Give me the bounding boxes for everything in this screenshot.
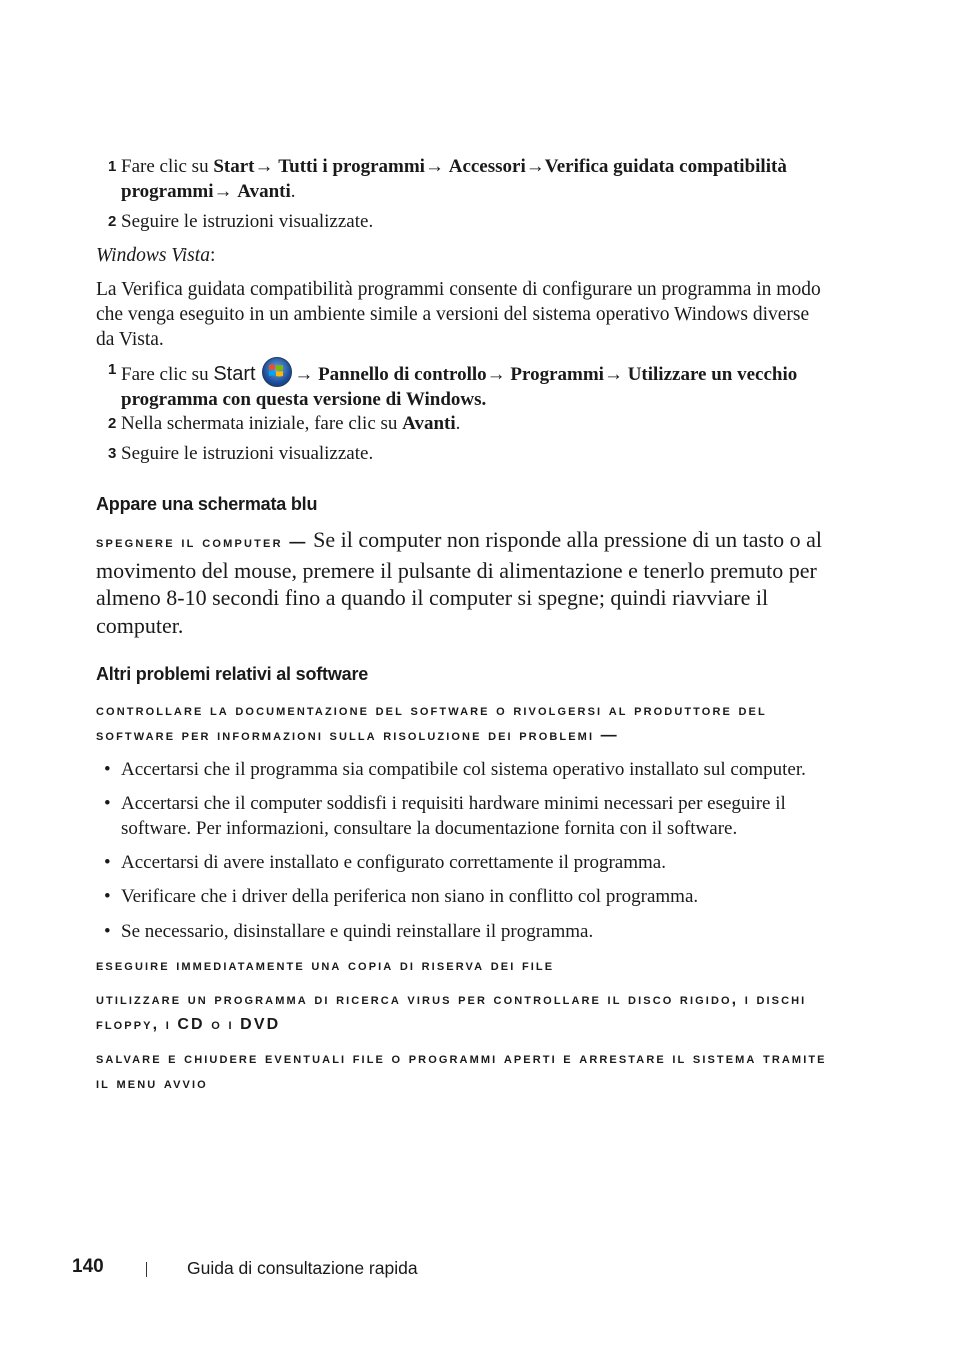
list-item [104, 850, 834, 875]
heading-other-software: Altri problemi relativi al software [96, 664, 369, 684]
vista-step-2 [108, 411, 828, 436]
blue-screen-label: spegnere il computer — [96, 534, 308, 551]
bullet-icon: • [104, 921, 111, 942]
step-number: 1 [108, 158, 117, 175]
virus-label-text: o i [204, 1016, 241, 1033]
step-number: 2 [108, 213, 117, 230]
list-item-text: Accertarsi che il programma sia compatibile col sistema operativo installato sul computer. [121, 759, 806, 780]
menu-all-programs: Tutti i programmi [278, 156, 425, 177]
vista-intro: La Verifica guidata compatibilità programmi consente di configurare un programma in modo che venga eseguito in un ambiente simile a versioni del sistema operativo Windows diverse da Vista. [96, 279, 821, 350]
bullet-icon: • [104, 886, 111, 907]
arrow: → [603, 364, 628, 385]
step-text: Fare clic su [121, 364, 214, 385]
heading-blue-screen: Appare una schermata blu [96, 494, 318, 514]
list-item-text: Accertarsi di avere installato e configurato correttamente il programma. [121, 852, 666, 873]
step-text: Seguire le istruzioni visualizzate. [121, 211, 374, 232]
bullet-icon: • [104, 852, 111, 873]
menu-compat-wizard: Verifica guidata compatibilità programmi [121, 156, 787, 202]
list-item [104, 791, 834, 841]
page-number: 140 [72, 1256, 104, 1277]
arrow: → [213, 181, 238, 202]
arrow: → [525, 156, 545, 177]
list-item-text: Verificare che i driver della periferica non siano in conflitto col programma. [121, 886, 699, 907]
menu-next: Avanti [402, 413, 456, 434]
label-check-docs: controllare la documentazione del software o rivolgersi al produttore del software per informazioni sulla risoluzione dei problemi — [96, 702, 767, 744]
blue-screen-text: Se il computer non risponde alla pressione di un tasto o al movimento del mouse, premere il pulsante di alimentazione e tenerlo premuto per almeno 8-10 secondi fino a quando il computer si spegne; quindi riavviare il computer. [96, 527, 823, 638]
step-text: Seguire le istruzioni visualizzate. [121, 443, 374, 464]
vista-step-1 [108, 357, 828, 412]
menu-control-panel: Pannello di controllo [318, 364, 487, 385]
blue-screen-paragraph [96, 526, 836, 639]
footer-divider [146, 1262, 147, 1277]
menu-use-old-program: Utilizzare un vecchio programma con questa versione di Windows. [121, 364, 798, 410]
list-item [104, 919, 834, 944]
punctuation: : [209, 245, 216, 266]
step-number: 1 [108, 361, 117, 378]
virus-label-text: utilizzare un programma di ricerca virus per controllare il disco rigido, i dischi floppy, i [96, 991, 807, 1033]
menu-next: Avanti [237, 181, 291, 202]
bullet-icon: • [104, 793, 111, 814]
menu-accessories: Accessori [448, 156, 526, 177]
list-item [104, 884, 834, 909]
label-virus-scan [96, 987, 836, 1037]
arrow: → [254, 156, 279, 177]
arrow: → [294, 364, 319, 385]
vista-label-text: Windows Vista [96, 245, 210, 266]
menu-start: Start [213, 363, 256, 385]
vista-label [96, 243, 826, 268]
xp-step-1 [108, 154, 828, 204]
step-number: 2 [108, 415, 117, 432]
list-item-text: Accertarsi che il computer soddisfi i requisiti hardware minimi necessari per eseguire il software. Per informazioni, consultare la documentazione fornita con il software. [121, 793, 786, 839]
virus-label-cd: CD [177, 1016, 205, 1033]
label-save-close: salvare e chiudere eventuali file o programmi aperti e arrestare il sistema tramite il menu avvio [96, 1050, 827, 1092]
arrow: → [424, 156, 449, 177]
footer-title: Guida di consultazione rapida [187, 1258, 418, 1278]
list-item [104, 757, 834, 782]
step-text: Fare clic su [121, 156, 214, 177]
punctuation: . [455, 413, 461, 434]
step-text: Nella schermata iniziale, fare clic su [121, 413, 403, 434]
windows-start-icon [262, 357, 292, 387]
list-item-text: Se necessario, disinstallare e quindi reinstallare il programma. [121, 921, 594, 942]
virus-label-dvd: DVD [240, 1016, 281, 1033]
bullet-icon: • [104, 759, 111, 780]
menu-start: Start [213, 156, 255, 177]
arrow: → [486, 364, 511, 385]
menu-programs: Programmi [510, 364, 604, 385]
vista-step-3 [108, 441, 828, 466]
label-backup-files: eseguire immediatamente una copia di riserva dei file [96, 957, 555, 974]
step-number: 3 [108, 445, 117, 462]
punctuation: . [290, 181, 296, 202]
xp-step-2 [108, 209, 828, 234]
